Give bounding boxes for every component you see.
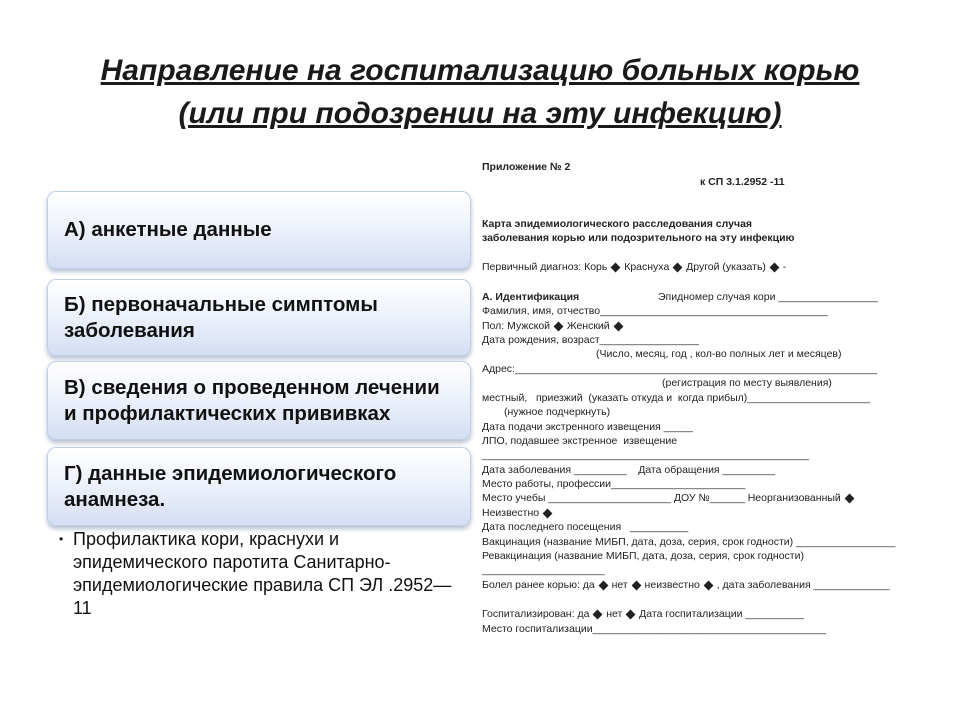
form-card-title-1: Карта эпидемиологического расследования случая	[482, 218, 753, 230]
section-box-d	[47, 447, 471, 526]
form-sex-row	[482, 319, 624, 334]
form-measles-row	[482, 578, 889, 593]
form-address: Адрес:______________________________________________________________	[482, 363, 878, 375]
measles-date: , дата заболевания _____________	[713, 579, 890, 591]
form-card-title-2: заболевания корью или подозрительного на эту инфекцию	[482, 232, 795, 244]
form-unknown-row	[482, 506, 553, 521]
form-diagnosis-row	[482, 260, 786, 275]
diag-other: Другой (указать)	[683, 261, 769, 273]
measles-unknown: неизвестно	[641, 579, 703, 591]
unknown-label: Неизвестно	[482, 507, 543, 519]
slide-title-line-1: Направление на госпитализацию больных корью	[100, 54, 860, 87]
measles-label: Болел ранее корью: да	[482, 579, 598, 591]
checkbox-icon	[703, 581, 713, 591]
checkbox-icon	[673, 263, 683, 273]
form-work: Место работы, профессии_______________________	[482, 478, 746, 490]
hosp-date: Дата госпитализации __________	[636, 608, 804, 620]
bullet-marker: •	[59, 532, 64, 546]
form-vaccination: Вакцинация (название МИБП, дата, доза, серия, срок годности) _________________	[482, 536, 896, 548]
diag-rubella: Краснуха	[621, 261, 673, 273]
form-birth: Дата рождения, возраст_________________	[482, 334, 699, 346]
section-label-b: Б) первоначальные симптомы заболевания	[64, 292, 378, 342]
form-birth-hint: (Число, месяц, год , кол-во полных лет и месяцев)	[596, 348, 842, 360]
hosp-label: Госпитализирован: да	[482, 608, 593, 620]
checkbox-icon	[631, 581, 641, 591]
checkbox-icon	[543, 509, 553, 519]
form-hosp-place: Место госпитализации________________________________________	[482, 623, 827, 635]
checkbox-icon	[598, 581, 608, 591]
checkbox-icon	[554, 322, 564, 332]
section-label-d: Г) данные эпидемиологического анамнеза.	[64, 461, 397, 511]
form-revaccination: Ревакцинация (название МИБП, дата, доза, серия, срок годности)	[482, 550, 804, 562]
form-illness-date: Дата заболевания _________ Дата обращения _________	[482, 464, 776, 476]
form-study-row	[482, 491, 855, 506]
section-label-c: В) сведения о проведенном лечении и профилактических прививках	[64, 375, 440, 425]
section-box-c	[47, 361, 471, 440]
form-address-hint: (регистрация по месту выявления)	[662, 377, 832, 389]
form-hosp-row	[482, 607, 804, 622]
form-appendix: Приложение № 2	[482, 161, 571, 173]
diag-label: Первичный диагноз: Корь	[482, 261, 611, 273]
checkbox-icon	[626, 610, 636, 620]
sex-female: Женский	[563, 320, 613, 332]
form-lpo: ЛПО, подавшее экстренное извещение	[482, 435, 678, 447]
hosp-no: нет	[603, 608, 626, 620]
checkbox-icon	[611, 263, 621, 273]
form-blank-line: _____________________	[482, 564, 605, 576]
form-ident-heading: А. Идентификация	[482, 291, 580, 303]
form-local: местный, приезжий (указать откуда и когда прибыл)_____________________	[482, 392, 870, 404]
measles-no: нет	[608, 579, 631, 591]
slide-title-line-2: (или при подозрении на эту инфекцию)	[178, 97, 782, 130]
diag-dash: -	[779, 261, 787, 273]
form-last-visit: Дата последнего посещения __________	[482, 521, 689, 533]
checkbox-icon	[844, 494, 854, 504]
form-epid-number: Эпиднoмер случая кори _________________	[658, 291, 878, 303]
reference-note	[59, 528, 464, 620]
section-label-a: А) анкетные данные	[64, 218, 272, 241]
form-urgent-date: Дата подачи экстренного извещения _____	[482, 421, 693, 433]
form-lpo-line: ________________________________________________________	[482, 449, 810, 461]
checkbox-icon	[593, 610, 603, 620]
study-label: Место учебы _____________________ ДОУ №______ Неорганизованный	[482, 492, 844, 504]
section-box-a	[47, 191, 471, 269]
section-box-b	[47, 279, 471, 356]
reference-note-text: Профилактика кори, краснухи и эпидемического паротита Санитарно-эпидемиологические правила СП ЭЛ .2952—11	[73, 529, 452, 618]
checkbox-icon	[613, 322, 623, 332]
checkbox-icon	[769, 263, 779, 273]
sex-male: Пол: Мужской	[482, 320, 553, 332]
form-sp-ref: к СП 3.1.2952 -11	[700, 176, 785, 188]
form-underline-hint: (нужное подчеркнуть)	[504, 406, 611, 418]
form-fio: Фамилия, имя, отчество_______________________________________	[482, 305, 828, 317]
